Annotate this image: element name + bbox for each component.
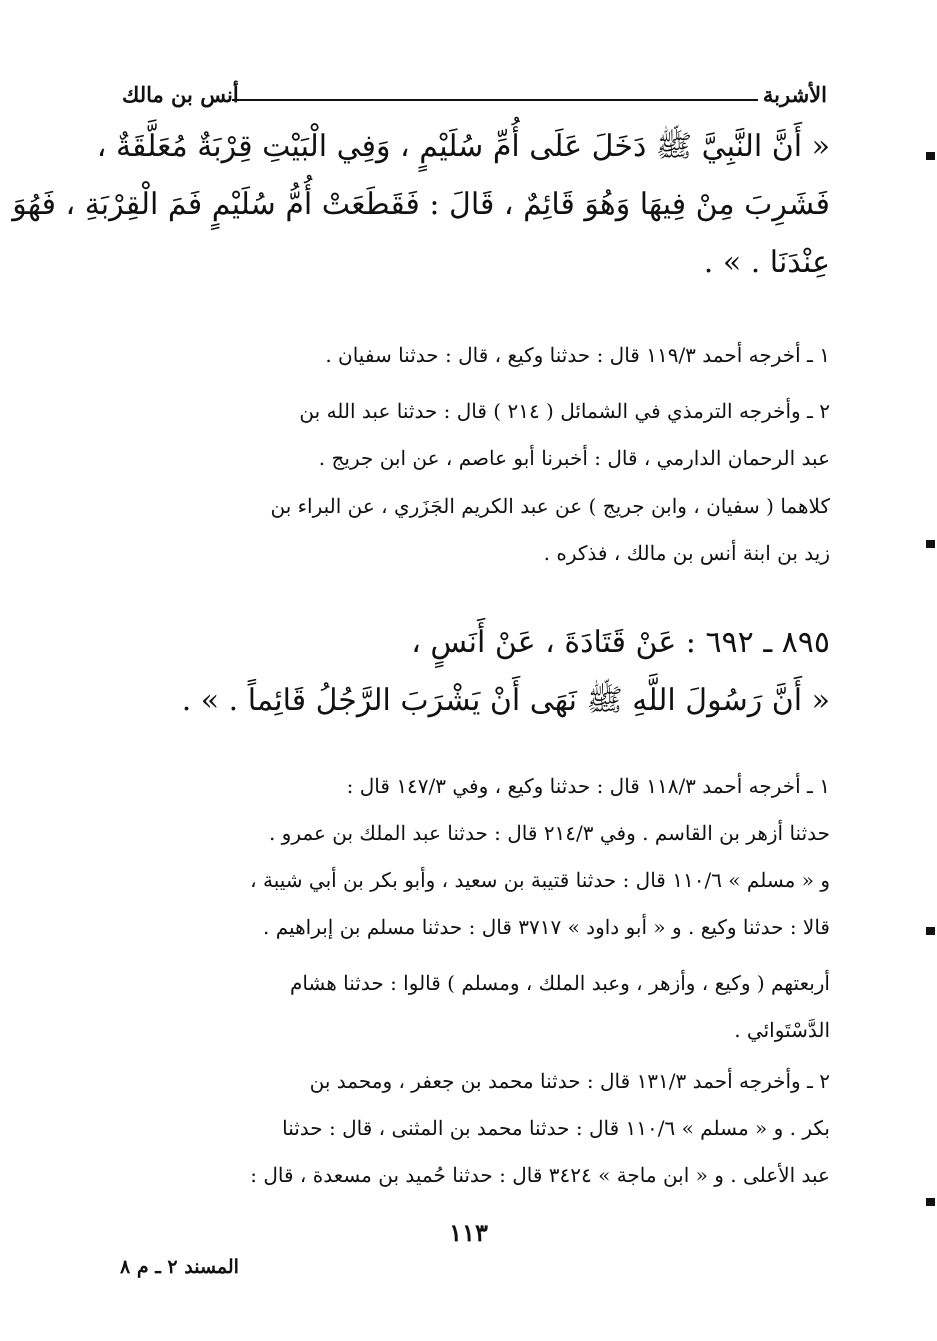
text-line: ١ ـ أخرجه أحمد ١١٨/٣ قال : حدثنا وكيع ، وفي ١٤٧/٣ قال : bbox=[346, 774, 830, 798]
scan-edge-mark bbox=[926, 540, 935, 548]
hadith-text-1 bbox=[12, 118, 830, 292]
text-line: قالا : حدثنا وكيع . و « أبو داود » ٣٧١٧ قال : حدثنا مسلم بن إبراهيم . bbox=[263, 915, 830, 939]
text-line: فَشَرِبَ مِنْ فِيهَا وَهُوَ قَائِمٌ ، قَالَ : فَقَطَعَتْ أُمُّ سُلَيْمٍ فَمَ الْقِرْبَةِ ، فَهُوَ bbox=[12, 187, 830, 222]
text-line: « أَنَّ النَّبِيَّ ﷺ دَخَلَ عَلَى أُمِّ سُلَيْمٍ ، وَفِي الْبَيْتِ قِرْبَةٌ مُعَلَّقَةٌ ، bbox=[96, 129, 830, 164]
page-number: ١١٣ bbox=[449, 1218, 488, 1247]
footnote-1-1 bbox=[120, 332, 830, 379]
running-header-narrator: أنس بن مالك bbox=[122, 82, 239, 107]
text-line: كلاهما ( سفيان ، وابن جريج ) عن عبد الكريم الجَزَري ، عن البراء بن bbox=[270, 494, 830, 518]
text-line: ٢ ـ وأخرجه أحمد ١٣١/٣ قال : حدثنا محمد بن جعفر ، ومحمد بن bbox=[309, 1069, 830, 1093]
text-line: زيد بن ابنة أنس بن مالك ، فذكره . bbox=[543, 541, 830, 565]
footnote-1-2 bbox=[120, 388, 830, 482]
text-line: عِنْدَنَا . » . bbox=[703, 245, 830, 280]
text-line: عبد الأعلى . و « ابن ماجة » ٣٤٢٤ قال : حدثنا حُميد بن مسعدة ، قال : bbox=[250, 1163, 830, 1187]
text-line: عبد الرحمان الدارمي ، قال : أخبرنا أبو عاصم ، عن ابن جريج . bbox=[318, 446, 830, 470]
scan-edge-mark bbox=[926, 1198, 935, 1206]
text-line: و « مسلم » ١١٠/٦ قال : حدثنا قتيبة بن سعيد ، وأبو بكر بن أبي شيبة ، bbox=[250, 868, 830, 892]
header-rule bbox=[232, 99, 758, 101]
scan-edge-mark bbox=[926, 927, 935, 935]
footnote-1-3 bbox=[120, 483, 830, 577]
text-line: ١ ـ أخرجه أحمد ١١٩/٣ قال : حدثنا وكيع ، قال : حدثنا سفيان . bbox=[325, 343, 830, 367]
hadith-text-2 bbox=[120, 614, 830, 730]
text-line: الدَّسْتَوائي . bbox=[734, 1018, 830, 1042]
signature-mark: المسند ٢ ـ م ٨ bbox=[120, 1256, 239, 1278]
running-header-chapter: الأشربة bbox=[762, 82, 827, 107]
text-line: بكر . و « مسلم » ١١٠/٦ قال : حدثنا محمد بن المثنى ، قال : حدثنا bbox=[282, 1116, 830, 1140]
footnote-2-3 bbox=[120, 1058, 830, 1199]
hadith-heading: ٨٩٥ ـ ٦٩٢ : عَنْ قَتَادَةَ ، عَنْ أَنَسٍ ، bbox=[411, 625, 830, 660]
text-line: ٢ ـ وأخرجه الترمذي في الشمائل ( ٢١٤ ) قال : حدثنا عبد الله بن bbox=[299, 399, 830, 423]
text-line: حدثنا أزهر بن القاسم . وفي ٢١٤/٣ قال : حدثنا عبد الملك بن عمرو . bbox=[268, 821, 830, 845]
footnote-2-1 bbox=[120, 763, 830, 951]
footnote-2-2 bbox=[120, 960, 830, 1054]
scan-edge-mark bbox=[926, 152, 935, 160]
text-line: أربعتهم ( وكيع ، وأزهر ، وعبد الملك ، ومسلم ) قالوا : حدثنا هشام bbox=[289, 971, 830, 995]
text-line: « أَنَّ رَسُولَ اللَّهِ ﷺ نَهَى أَنْ يَشْرَبَ الرَّجُلُ قَائِماً . » . bbox=[181, 683, 830, 718]
